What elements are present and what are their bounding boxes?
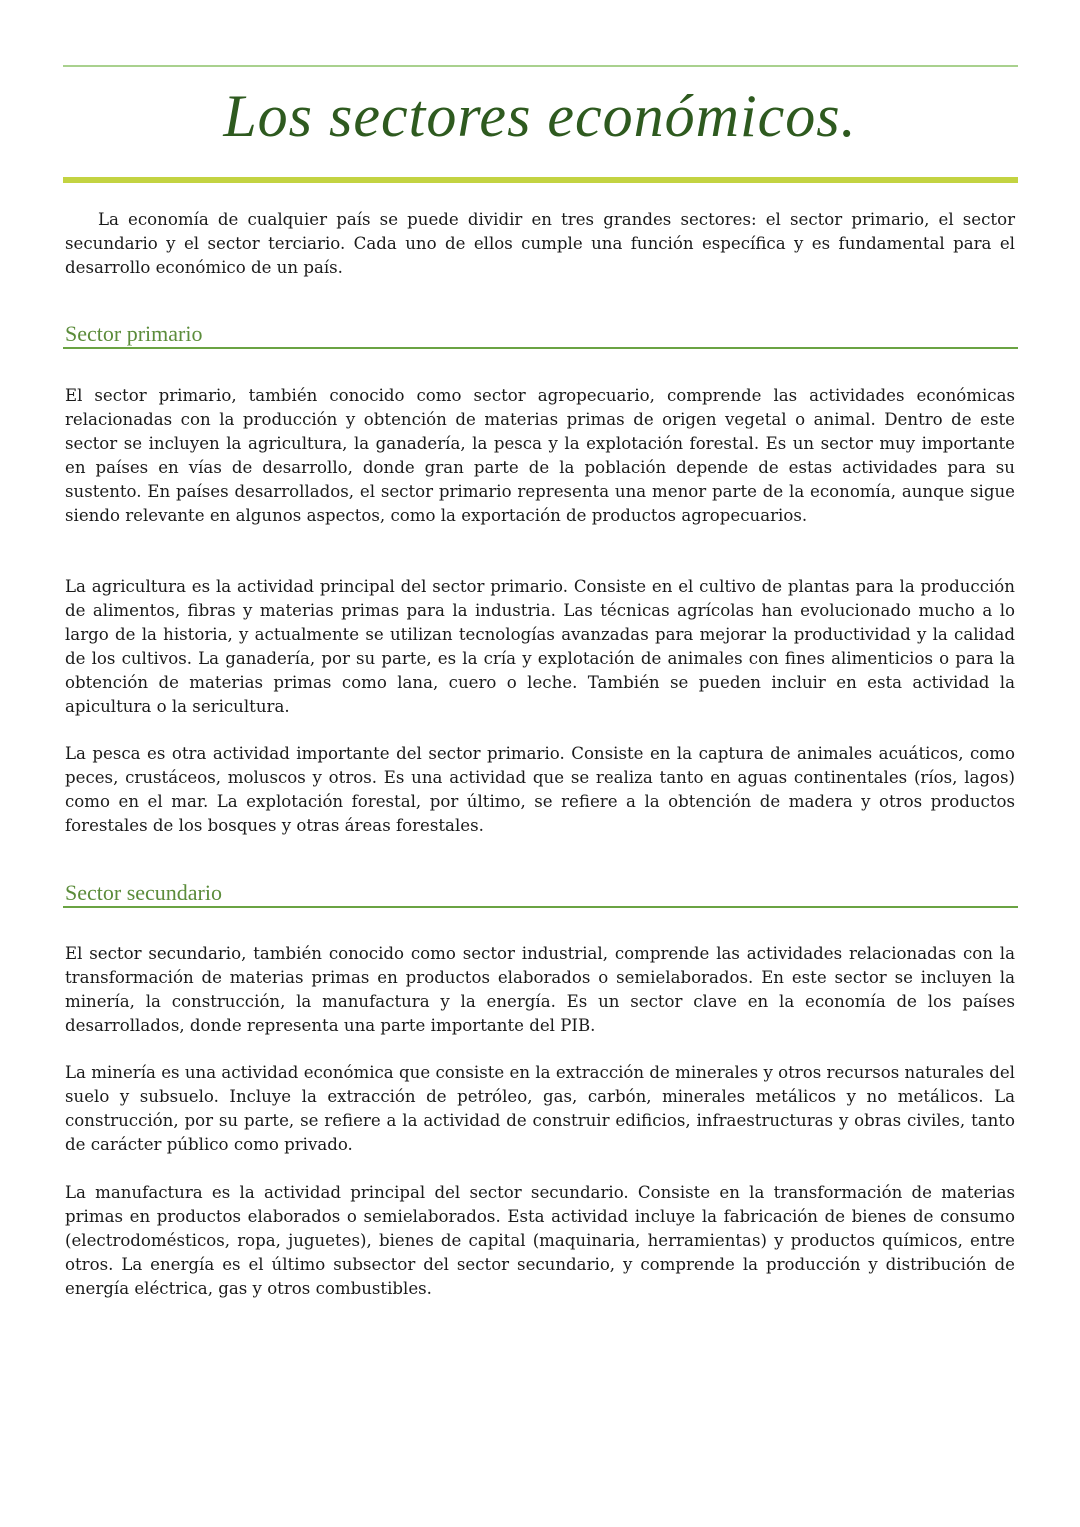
- intro-paragraph: La economía de cualquier país se puede dividir en tres grandes sectores: el sector primario, el sector secundario y el sector terciario. Cada uno de ellos cumple una función específica y es fundamental para el desarrollo económico de un país.: [65, 210, 1015, 277]
- section-divider: [63, 347, 1018, 349]
- paragraph: La manufactura es la actividad principal del sector secundario. Consiste en la transformación de materias primas en productos elaborados o semielaborados. Esta actividad incluye la fabricación de bienes de consumo (electrodomésticos, ropa, juguetes), bienes de capital (maquinaria, herramientas) y productos químicos, entre otros. La energía es el último subsector del sector secundario, y comprende la producción y distribución de energía eléctrica, gas y otros combustibles.: [65, 1183, 1015, 1298]
- paragraph: El sector primario, también conocido como sector agropecuario, comprende las actividades económicas relacionadas con la producción y obtención de materias primas de origen vegetal o animal. Dentro de este sector se incluyen la agricultura, la ganadería, la pesca y la explotación forestal. Es un sector muy importante en países en vías de desarrollo, donde gran parte de la población depende de estas actividades para su sustento. En países desarrollados, el sector primario representa una menor parte de la economía, aunque sigue siendo relevante en algunos aspectos, como la exportación de productos agropecuarios.: [65, 386, 1015, 525]
- paragraph: La agricultura es la actividad principal del sector primario. Consiste en el cultivo de plantas para la producción de alimentos, fibras y materias primas para la industria. Las técnicas agrícolas han evolucionado mucho a lo largo de la historia, y actualmente se utilizan tecnologías avanzadas para mejorar la productividad y la calidad de los cultivos. La ganadería, por su parte, es la cría y explotación de animales con fines alimenticios o para la obtención de materias primas como lana, cuero o leche. También se pueden incluir en esta actividad la apicultura o la sericultura.: [65, 577, 1015, 716]
- paragraph: La minería es una actividad económica que consiste en la extracción de minerales y otros recursos naturales del suelo y subsuelo. Incluye la extracción de petróleo, gas, carbón, minerales metálicos y no metálicos. La construcción, por su parte, se refiere a la actividad de construir edificios, infraestructuras y obras civiles, tanto de carácter público como privado.: [65, 1063, 1015, 1154]
- section-divider: [63, 906, 1018, 908]
- top-divider: [63, 65, 1018, 67]
- title-divider: [63, 177, 1018, 183]
- page-title: Los sectores económicos.: [223, 83, 857, 149]
- section-heading-secundario: Sector secundario: [65, 880, 222, 905]
- paragraph: La pesca es otra actividad importante del sector primario. Consiste en la captura de animales acuáticos, como peces, crustáceos, moluscos y otros. Es una actividad que se realiza tanto en aguas continentales (ríos, lagos) como en el mar. La explotación forestal, por último, se refiere a la obtención de madera y otros productos forestales de los bosques y otras áreas forestales.: [65, 744, 1015, 835]
- section-heading-primario: Sector primario: [65, 321, 203, 346]
- paragraph: El sector secundario, también conocido como sector industrial, comprende las actividades relacionadas con la transformación de materias primas en productos elaborados o semielaborados. En este sector se incluyen la minería, la construcción, la manufactura y la energía. Es un sector clave en la economía de los países desarrollados, donde representa una parte importante del PIB.: [65, 944, 1015, 1035]
